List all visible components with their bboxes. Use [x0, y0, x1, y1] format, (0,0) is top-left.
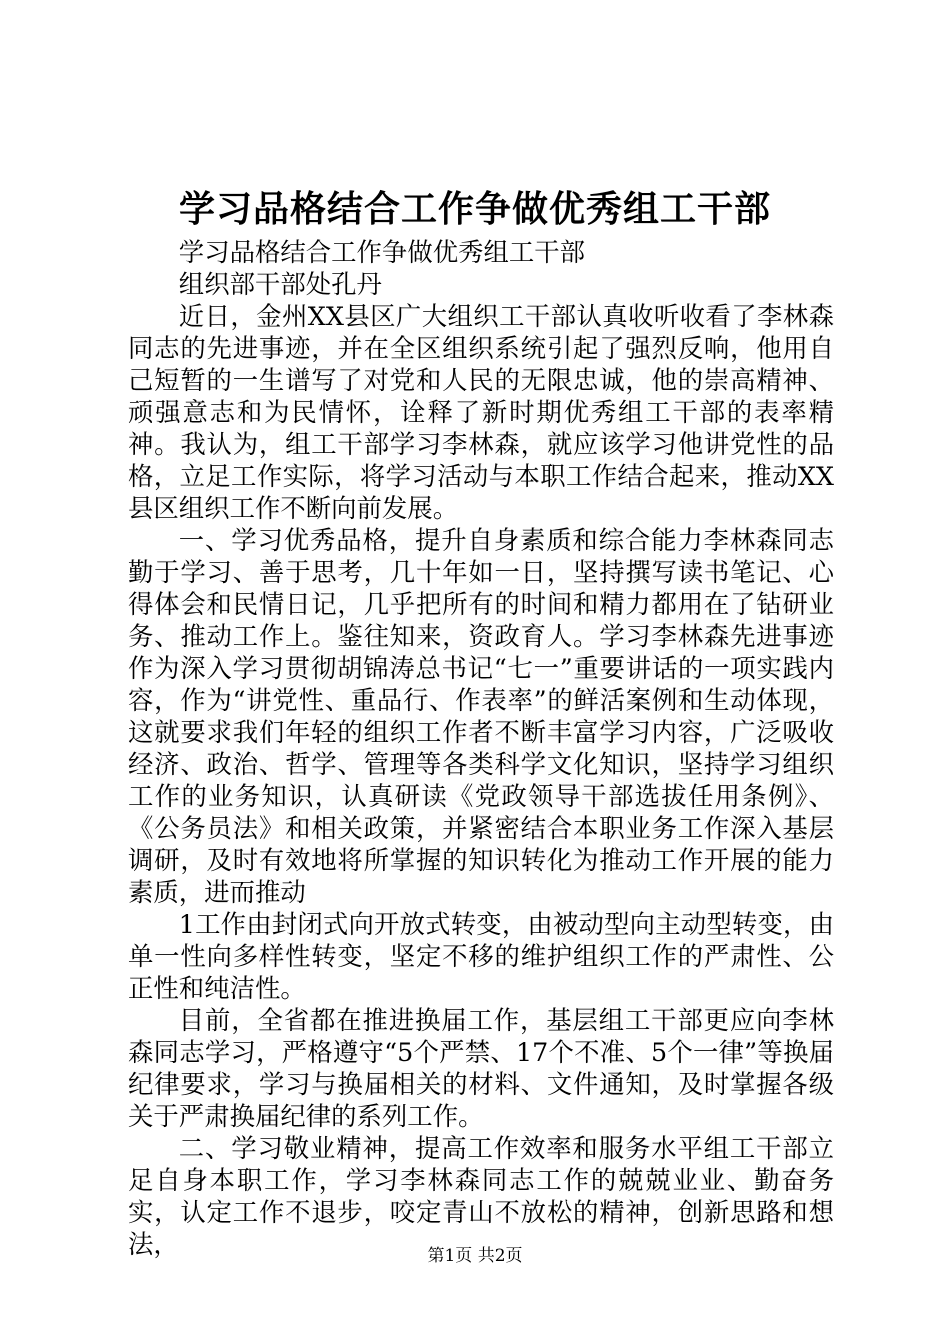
- body-paragraph: 目前，全省都在推进换届工作，基层组工干部更应向李林森同志学习，严格遵守“5个严禁、17个不准、5个一律”等换届纪律要求，学习与换届相关的材料、文件通知，及时掌握各级关于严肃换届纪律的系列工作。: [128, 1005, 834, 1131]
- document-title: 学习品格结合工作争做优秀组工干部: [178, 188, 771, 230]
- page-footer: 第1页 共2页: [427, 1246, 523, 1266]
- body-paragraph: 一、学习优秀品格，提升自身素质和综合能力李林森同志勤于学习、善于思考，几十年如一日，坚持撰写读书笔记、心得体会和民情日记，几乎把所有的时间和精力都用在了钻研业务、推动工作上。鉴往知来，资政育人。学习李林森先进事迹作为深入学习贯彻胡锦涛总书记“七一”重要讲话的一项实践内容，作为“讲党性、重品行、作表率”的鲜活案例和生动体现，这就要求我们年轻的组织工作者不断丰富学习内容，广泛吸收经济、政治、哲学、管理等各类科学文化知识，坚持学习组织工作的业务知识，认真研读《党政领导干部选拔任用条例》、《公务员法》和相关政策，并紧密结合本职业务工作深入基层调研，及时有效地将所掌握的知识转化为推动工作开展的能力素质，进而推动: [128, 525, 834, 907]
- body-paragraph: 1工作由封闭式向开放式转变，由被动型向主动型转变，由单一性向多样性转变，坚定不移的维护组织工作的严肃性、公正性和纯洁性。: [128, 909, 834, 1003]
- body-paragraph: 近日，金州XX县区广大组织工干部认真收听收看了李林森同志的先进事迹，并在全区组织系统引起了强烈反响，他用自己短暂的一生谱写了对党和人民的无限忠诚，他的崇高精神、顽强意志和为民情怀，诠释了新时期优秀组工干部的表率精神。我认为，组工干部学习李林森，就应该学习他讲党性的品格，立足工作实际，将学习活动与本职工作结合起来，推动XX县区组织工作不断向前发展。: [128, 301, 834, 523]
- body-paragraph: 二、学习敬业精神，提高工作效率和服务水平组工干部立足自身本职工作，学习李林森同志工作的兢兢业业、勤奋务实，认定工作不退步，咬定青山不放松的精神，创新思路和想法，: [128, 1133, 834, 1259]
- document-body: [128, 236, 834, 1260]
- author-line: 组织部干部处孔丹: [178, 269, 382, 299]
- subtitle-line: 学习品格结合工作争做优秀组工干部: [178, 237, 586, 267]
